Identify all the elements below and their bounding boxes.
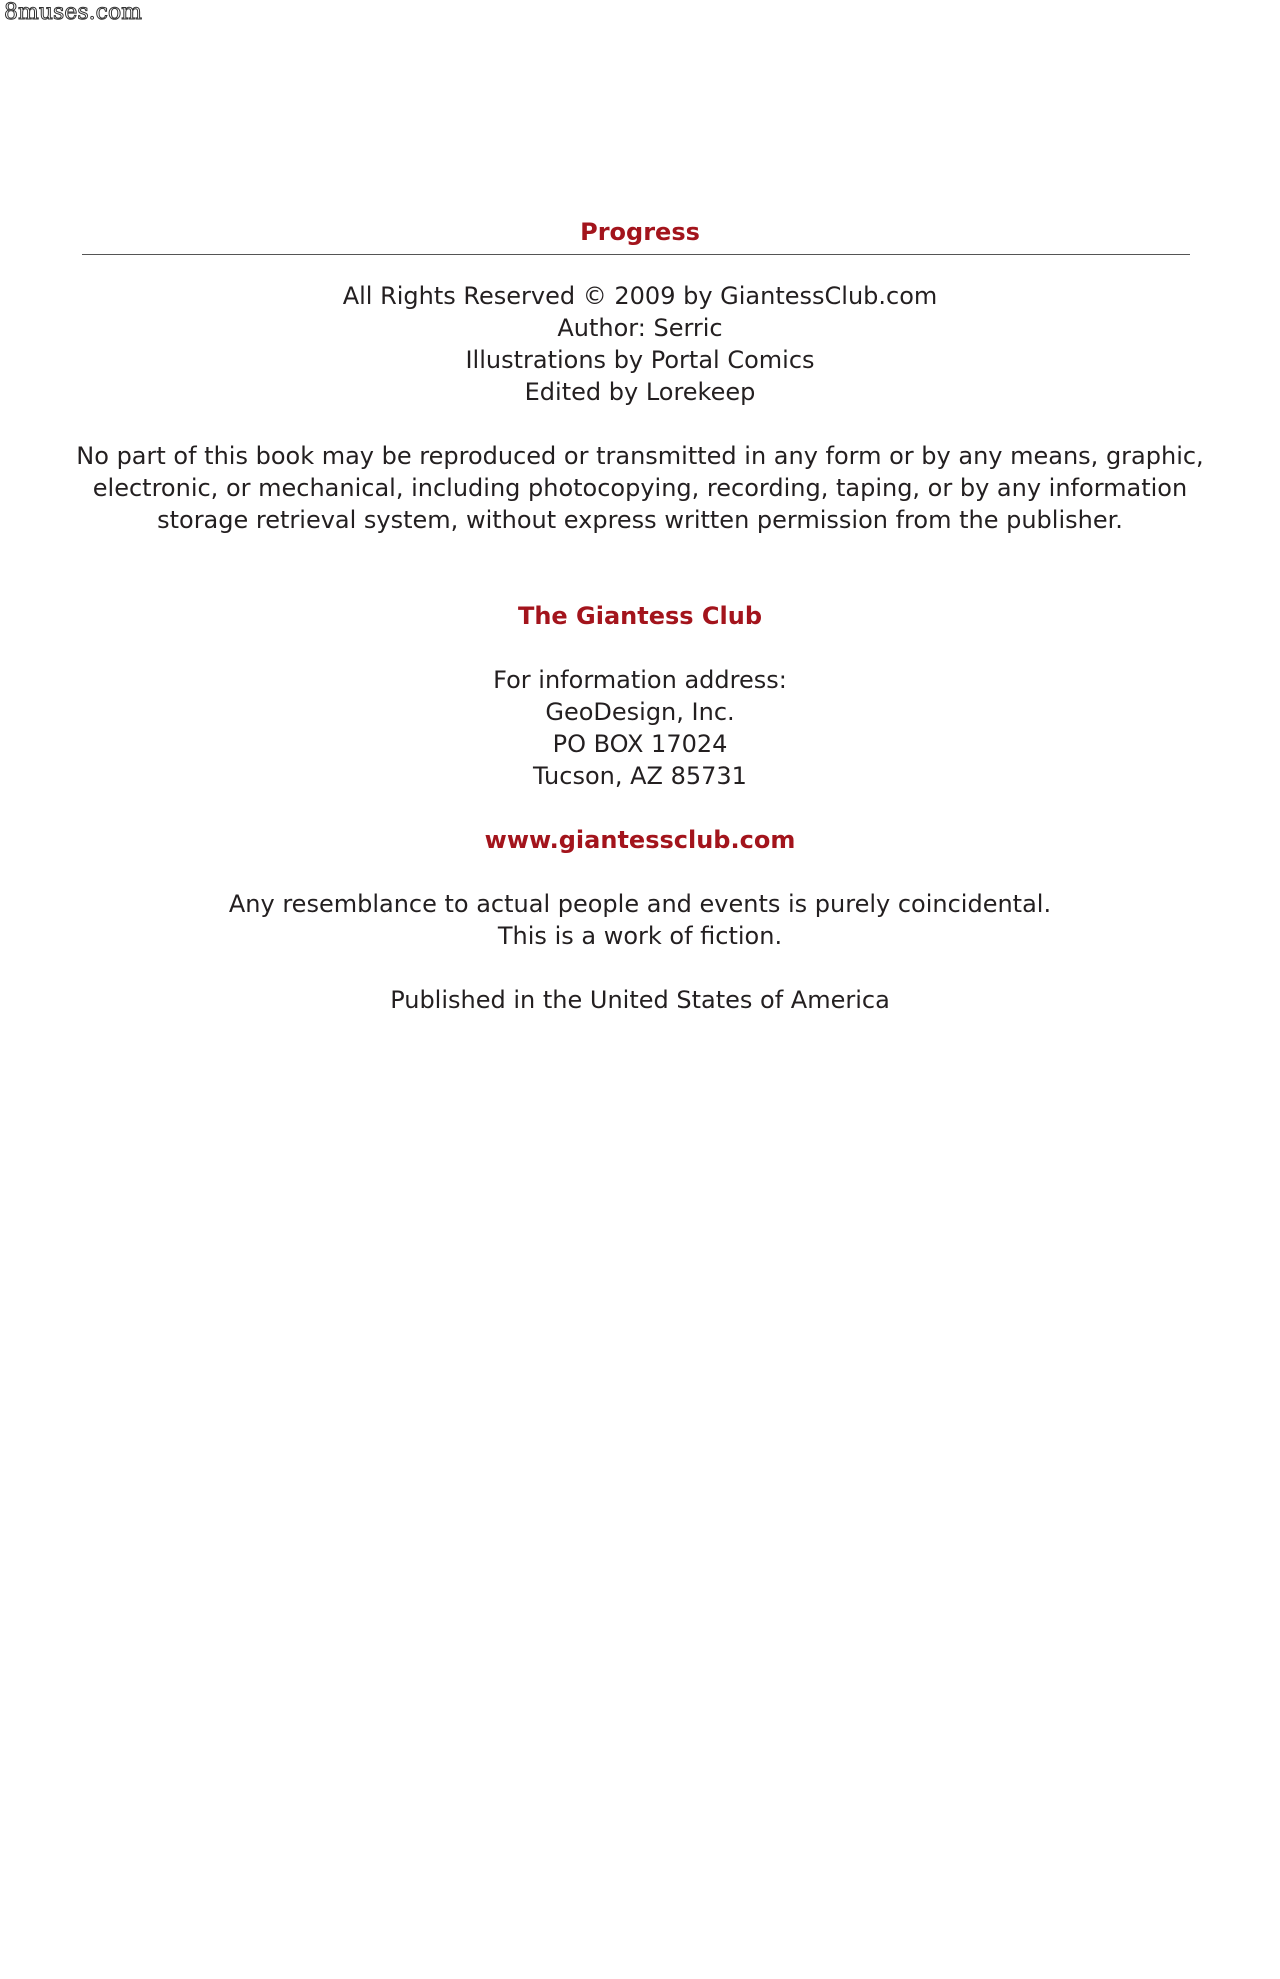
notice-line: electronic, or mechanical, including photocopying, recording, taping, or by any information xyxy=(92,474,1188,502)
illustrations-line: Illustrations by Portal Comics xyxy=(465,346,815,374)
author-line: Author: Serric xyxy=(557,314,723,342)
address-po-box: PO BOX 17024 xyxy=(552,730,728,758)
notice-line: storage retrieval system, without express written permission from the publisher. xyxy=(157,506,1123,534)
watermark-logo: 8muses.com xyxy=(4,0,143,25)
address-company: GeoDesign, Inc. xyxy=(545,698,735,726)
address-city: Tucson, AZ 85731 xyxy=(533,762,747,790)
address-heading: For information address: xyxy=(493,666,787,694)
published-line: Published in the United States of America xyxy=(390,986,890,1014)
website-link[interactable]: www.giantessclub.com xyxy=(484,826,796,854)
title-divider xyxy=(82,254,1190,255)
disclaimer-line: Any resemblance to actual people and events is purely coincidental. xyxy=(228,890,1052,918)
notice-line: No part of this book may be reproduced or transmitted in any form or by any means, graphic, xyxy=(76,442,1204,470)
book-title: Progress xyxy=(580,218,700,246)
editor-line: Edited by Lorekeep xyxy=(524,378,756,406)
disclaimer-line: This is a work of fiction. xyxy=(497,922,783,950)
copyright-line: All Rights Reserved © 2009 by GiantessClub.com xyxy=(342,282,938,310)
publisher-name: The Giantess Club xyxy=(517,602,763,630)
